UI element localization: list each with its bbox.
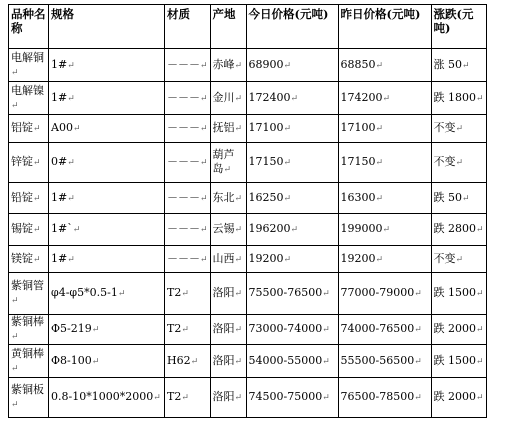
- paragraph-mark-icon: ↵: [283, 124, 292, 134]
- cell-today-price-text: 16250: [248, 190, 284, 204]
- table-row: [9, 273, 487, 315]
- header-spec: 规格: [49, 5, 165, 49]
- paragraph-mark-icon: ↵: [200, 158, 208, 168]
- paragraph-mark-icon: ↵: [476, 93, 484, 104]
- paragraph-mark-icon: ↵: [476, 225, 484, 235]
- cell-material: [165, 115, 211, 143]
- paragraph-mark-icon: ↵: [11, 67, 19, 78]
- cell-origin-text: 洛阳: [212, 286, 235, 299]
- cell-material: [165, 246, 211, 273]
- paragraph-mark-icon: ↵: [72, 124, 81, 134]
- cell-today-price: [246, 82, 338, 115]
- paragraph-mark-icon: ↵: [190, 356, 199, 367]
- paragraph-mark-icon: ↵: [200, 60, 208, 71]
- cell-name: [9, 315, 49, 345]
- paragraph-mark-icon: ↵: [414, 289, 422, 299]
- cell-spec: [49, 273, 165, 315]
- paragraph-mark-icon: ↵: [234, 225, 243, 235]
- table-row: [9, 246, 487, 273]
- cell-name-text: 铅锭: [11, 190, 33, 204]
- cell-change: [431, 273, 486, 315]
- table-row: [9, 115, 487, 143]
- paragraph-mark-icon: ↵: [375, 124, 384, 134]
- cell-spec: [49, 378, 165, 418]
- cell-material-text: T2: [167, 390, 182, 403]
- cell-origin: [210, 378, 246, 418]
- table-row: [9, 214, 487, 246]
- cell-origin-text: 金川: [212, 90, 235, 104]
- paragraph-mark-icon: ↵: [181, 393, 189, 403]
- cell-yesterday-price-text: 17150: [340, 155, 376, 168]
- cell-origin: [210, 183, 246, 214]
- cell-yesterday-price: [338, 115, 431, 143]
- paragraph-mark-icon: ↵: [476, 325, 484, 335]
- table-row: [9, 82, 487, 115]
- cell-today-price-text: 74500-75000: [248, 390, 323, 403]
- paragraph-mark-icon: ↵: [234, 93, 243, 104]
- cell-yesterday-price-text: 19200: [340, 251, 376, 265]
- table-header-row: [9, 5, 487, 49]
- paragraph-mark-icon: ↵: [375, 158, 384, 168]
- cell-spec-text: A00: [51, 121, 73, 134]
- cell-spec-text: 1#`: [51, 222, 73, 235]
- cell-spec: [49, 214, 165, 246]
- header-material: 材质: [165, 5, 211, 49]
- cell-spec: [49, 115, 165, 143]
- cell-today-price: [246, 183, 338, 214]
- cell-name-text: 电解镍: [11, 83, 44, 97]
- paragraph-mark-icon: ↵: [455, 254, 464, 265]
- cell-material: [165, 214, 211, 246]
- paragraph-mark-icon: ↵: [200, 193, 208, 204]
- cell-today-price-text: 196200: [248, 222, 291, 235]
- cell-origin-text: 云锡: [212, 222, 235, 235]
- cell-change-text: 不变: [433, 251, 456, 265]
- paragraph-mark-icon: ↵: [234, 325, 243, 335]
- paragraph-mark-icon: ↵: [67, 93, 75, 104]
- cell-origin-text: 抚铝: [212, 121, 235, 134]
- cell-today-price: [246, 378, 338, 418]
- cell-change: [431, 143, 486, 183]
- cell-origin-text: 洛阳: [212, 353, 235, 367]
- cell-today-price: [246, 315, 338, 345]
- cell-name: [9, 273, 49, 315]
- cell-spec: [49, 82, 165, 115]
- cell-today-price-text: 68900: [248, 57, 284, 71]
- cell-material-text: T2: [167, 286, 182, 299]
- paragraph-mark-icon: ↵: [33, 193, 41, 204]
- cell-spec-text: Φ5-219: [51, 322, 92, 335]
- cell-yesterday-price: [338, 49, 431, 82]
- paragraph-mark-icon: ↵: [234, 124, 243, 134]
- paragraph-mark-icon: ↵: [234, 193, 243, 204]
- metal-price-table: [8, 4, 487, 418]
- paragraph-mark-icon: ↵: [181, 325, 189, 335]
- cell-material: [165, 82, 211, 115]
- paragraph-mark-icon: ↵: [476, 393, 484, 403]
- cell-origin-text: 洛阳: [212, 390, 235, 403]
- cell-name-text: 锡锭: [11, 222, 33, 235]
- cell-name: [9, 214, 49, 246]
- cell-change: [431, 49, 486, 82]
- table-row: [9, 345, 487, 378]
- cell-spec: [49, 246, 165, 273]
- cell-spec-text: φ4-φ5*0.5-1: [51, 286, 118, 299]
- cell-change: [431, 378, 486, 418]
- cell-spec: [49, 183, 165, 214]
- paragraph-mark-icon: ↵: [117, 289, 126, 299]
- paragraph-mark-icon: ↵: [382, 225, 391, 235]
- cell-material: [165, 345, 211, 378]
- cell-name-text: 电解铜: [11, 50, 44, 64]
- cell-origin: [210, 246, 246, 273]
- cell-spec: [49, 143, 165, 183]
- paragraph-mark-icon: ↵: [462, 60, 470, 71]
- cell-yesterday-price: [338, 273, 431, 315]
- cell-yesterday-price: [338, 315, 431, 345]
- cell-material-text: －－－: [167, 222, 200, 235]
- cell-yesterday-price-text: 76500-78500: [340, 390, 415, 403]
- cell-change-text: 不变: [433, 155, 456, 168]
- cell-change-text: 跌 2000: [433, 390, 477, 403]
- cell-origin: [210, 82, 246, 115]
- cell-change-text: 涨 50: [433, 57, 463, 71]
- cell-origin: [210, 345, 246, 378]
- cell-change-text: 不变: [433, 121, 456, 134]
- paragraph-mark-icon: ↵: [322, 289, 330, 299]
- cell-change-text: 跌 1500: [433, 286, 477, 299]
- paragraph-mark-icon: ↵: [455, 124, 464, 134]
- cell-change-text: 跌 1800: [433, 90, 477, 104]
- cell-yesterday-price-text: 17100: [340, 121, 376, 134]
- cell-yesterday-price: [338, 345, 431, 378]
- cell-today-price: [246, 246, 338, 273]
- cell-yesterday-price-text: 74000-76500: [340, 322, 415, 335]
- cell-yesterday-price-text: 68850: [340, 57, 376, 71]
- cell-material-text: T2: [167, 322, 182, 335]
- cell-name-text: 锌锭: [11, 155, 33, 168]
- cell-change: [431, 246, 486, 273]
- cell-material-text: －－－: [167, 190, 200, 204]
- cell-today-price: [246, 273, 338, 315]
- paragraph-mark-icon: ↵: [33, 124, 41, 134]
- paragraph-mark-icon: ↵: [234, 289, 243, 299]
- cell-spec-text: 1#: [51, 190, 68, 204]
- cell-spec-text: 1#: [51, 90, 68, 104]
- paragraph-mark-icon: ↵: [290, 225, 299, 235]
- paragraph-mark-icon: ↵: [200, 124, 208, 134]
- cell-origin-text: 东北: [212, 190, 235, 204]
- cell-change: [431, 214, 486, 246]
- cell-name: [9, 378, 49, 418]
- paragraph-mark-icon: ↵: [290, 93, 299, 104]
- table-row: [9, 183, 487, 214]
- cell-name-text: 镁锭: [11, 251, 33, 265]
- cell-origin-text: 葫芦岛: [212, 148, 235, 175]
- cell-spec-text: 1#: [51, 57, 68, 71]
- paragraph-mark-icon: ↵: [375, 193, 384, 204]
- paragraph-mark-icon: ↵: [33, 158, 41, 168]
- cell-name: [9, 115, 49, 143]
- cell-material-text: －－－: [167, 155, 200, 168]
- cell-today-price: [246, 115, 338, 143]
- cell-origin: [210, 115, 246, 143]
- cell-today-price: [246, 345, 338, 378]
- cell-yesterday-price: [338, 183, 431, 214]
- cell-today-price: [246, 49, 338, 82]
- header-yesterday-price: 昨日价格(元吨): [338, 5, 431, 49]
- cell-change: [431, 82, 486, 115]
- cell-material: [165, 143, 211, 183]
- cell-origin-text: 洛阳: [212, 322, 235, 335]
- paragraph-mark-icon: ↵: [322, 356, 330, 367]
- cell-spec: [49, 315, 165, 345]
- cell-name-text: 紫铜管: [11, 279, 44, 292]
- cell-origin: [210, 273, 246, 315]
- paragraph-mark-icon: ↵: [283, 60, 292, 71]
- cell-origin-text: 赤峰: [212, 57, 235, 71]
- cell-material-text: －－－: [167, 251, 200, 265]
- paragraph-mark-icon: ↵: [414, 356, 422, 367]
- cell-yesterday-price: [338, 143, 431, 183]
- paragraph-mark-icon: ↵: [11, 400, 19, 410]
- cell-material: [165, 183, 211, 214]
- paragraph-mark-icon: ↵: [462, 193, 470, 204]
- paragraph-mark-icon: ↵: [91, 325, 100, 335]
- paragraph-mark-icon: ↵: [476, 356, 484, 367]
- cell-change: [431, 183, 486, 214]
- paragraph-mark-icon: ↵: [11, 363, 19, 374]
- cell-name: [9, 246, 49, 273]
- cell-name-text: 黄铜棒: [11, 346, 44, 360]
- paragraph-mark-icon: ↵: [33, 254, 41, 265]
- cell-name: [9, 82, 49, 115]
- cell-material: [165, 49, 211, 82]
- cell-name: [9, 345, 49, 378]
- cell-today-price-text: 19200: [248, 251, 284, 265]
- paragraph-mark-icon: ↵: [283, 254, 292, 265]
- paragraph-mark-icon: ↵: [234, 393, 243, 403]
- cell-spec: [49, 345, 165, 378]
- cell-name: [9, 49, 49, 82]
- cell-today-price-text: 73000-74000: [248, 322, 323, 335]
- cell-spec: [49, 49, 165, 82]
- paragraph-mark-icon: ↵: [67, 193, 75, 204]
- paragraph-mark-icon: ↵: [91, 356, 100, 367]
- paragraph-mark-icon: ↵: [223, 165, 232, 175]
- cell-change-text: 跌 2800: [433, 222, 477, 235]
- cell-today-price-text: 17100: [248, 121, 284, 134]
- paragraph-mark-icon: ↵: [382, 93, 391, 104]
- cell-yesterday-price-text: 174200: [340, 90, 383, 104]
- cell-material-text: H62: [167, 353, 191, 367]
- paragraph-mark-icon: ↵: [283, 158, 292, 168]
- header-name: 品种名称: [9, 5, 49, 49]
- cell-change-text: 跌 2000: [433, 322, 477, 335]
- cell-today-price: [246, 143, 338, 183]
- cell-spec-text: 1#: [51, 251, 68, 265]
- cell-name-text: 紫铜板: [11, 383, 44, 396]
- cell-name-text: 铝锭: [11, 121, 33, 134]
- table-row: [9, 49, 487, 82]
- cell-today-price: [246, 214, 338, 246]
- paragraph-mark-icon: ↵: [234, 254, 243, 265]
- paragraph-mark-icon: ↵: [67, 254, 75, 265]
- cell-name: [9, 143, 49, 183]
- paragraph-mark-icon: ↵: [11, 100, 19, 111]
- cell-yesterday-price-text: 55500-56500: [340, 353, 415, 367]
- cell-material-text: －－－: [167, 57, 200, 71]
- table-row: [9, 315, 487, 345]
- cell-today-price-text: 75500-76500: [248, 286, 323, 299]
- cell-spec-text: Φ8-100: [51, 353, 92, 367]
- cell-yesterday-price-text: 16300: [340, 190, 376, 204]
- paragraph-mark-icon: ↵: [11, 332, 19, 342]
- paragraph-mark-icon: ↵: [414, 325, 422, 335]
- cell-yesterday-price: [338, 246, 431, 273]
- cell-today-price-text: 172400: [248, 90, 291, 104]
- cell-yesterday-price: [338, 378, 431, 418]
- price-table-document: [8, 4, 487, 418]
- cell-material: [165, 378, 211, 418]
- header-today-price: 今日价格(元吨): [246, 5, 338, 49]
- paragraph-mark-icon: ↵: [72, 225, 81, 235]
- cell-change-text: 跌 1500: [433, 353, 477, 367]
- paragraph-mark-icon: ↵: [375, 254, 384, 265]
- cell-spec-text: 0.8-10*1000*2000: [51, 390, 154, 403]
- cell-yesterday-price-text: 77000-79000: [340, 286, 415, 299]
- header-change: 涨跌(元吨): [431, 5, 486, 49]
- cell-material-text: －－－: [167, 90, 200, 104]
- cell-material: [165, 273, 211, 315]
- paragraph-mark-icon: ↵: [322, 393, 330, 403]
- cell-origin: [210, 143, 246, 183]
- cell-material-text: －－－: [167, 121, 200, 134]
- header-origin: 产地: [210, 5, 246, 49]
- paragraph-mark-icon: ↵: [322, 325, 330, 335]
- paragraph-mark-icon: ↵: [67, 60, 75, 71]
- paragraph-mark-icon: ↵: [67, 158, 75, 168]
- cell-yesterday-price-text: 199000: [340, 222, 383, 235]
- paragraph-mark-icon: ↵: [200, 225, 208, 235]
- cell-origin: [210, 49, 246, 82]
- table-row: [9, 143, 487, 183]
- paragraph-mark-icon: ↵: [33, 225, 41, 235]
- table-row: [9, 378, 487, 418]
- cell-yesterday-price: [338, 214, 431, 246]
- paragraph-mark-icon: ↵: [200, 93, 208, 104]
- cell-today-price-text: 17150: [248, 155, 284, 168]
- paragraph-mark-icon: ↵: [414, 393, 422, 403]
- paragraph-mark-icon: ↵: [11, 296, 19, 306]
- cell-name-text: 紫铜棒: [11, 315, 44, 328]
- cell-yesterday-price: [338, 82, 431, 115]
- cell-today-price-text: 54000-55000: [248, 353, 323, 367]
- cell-material: [165, 315, 211, 345]
- paragraph-mark-icon: ↵: [234, 60, 243, 71]
- paragraph-mark-icon: ↵: [476, 289, 484, 299]
- paragraph-mark-icon: ↵: [283, 193, 292, 204]
- cell-change: [431, 345, 486, 378]
- paragraph-mark-icon: ↵: [153, 393, 161, 403]
- paragraph-mark-icon: ↵: [375, 60, 384, 71]
- cell-origin: [210, 315, 246, 345]
- paragraph-mark-icon: ↵: [234, 356, 243, 367]
- cell-change-text: 跌 50: [433, 190, 463, 204]
- cell-origin: [210, 214, 246, 246]
- cell-origin-text: 山西: [212, 251, 235, 265]
- paragraph-mark-icon: ↵: [181, 289, 189, 299]
- cell-spec-text: 0#: [51, 155, 68, 168]
- cell-name: [9, 183, 49, 214]
- cell-change: [431, 115, 486, 143]
- paragraph-mark-icon: ↵: [455, 158, 464, 168]
- cell-change: [431, 315, 486, 345]
- paragraph-mark-icon: ↵: [200, 254, 208, 265]
